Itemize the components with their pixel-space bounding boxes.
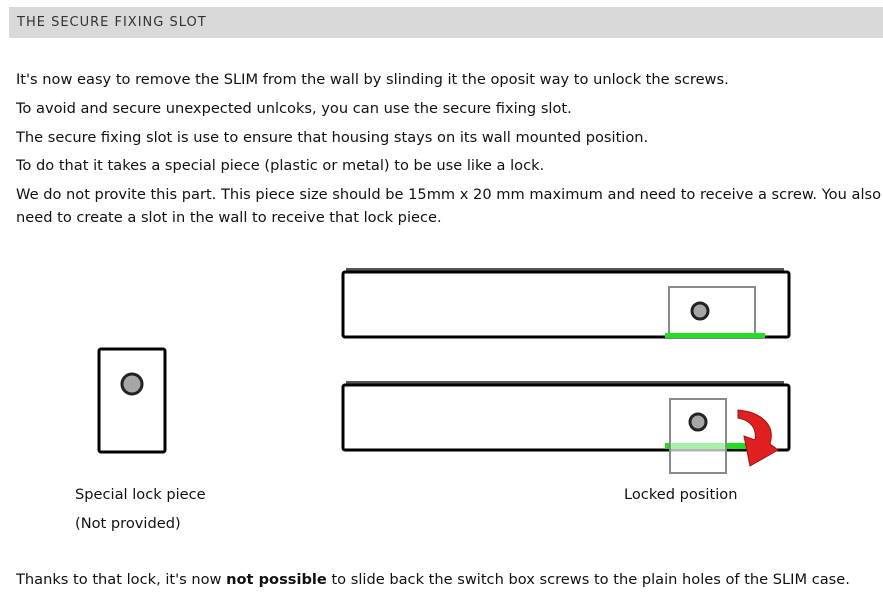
paragraph-purpose: The secure fixing slot is use to ensure that housing stays on its wall mounted position. (16, 129, 649, 146)
section-title: THE SECURE FIXING SLOT (17, 15, 207, 30)
screw-head-locked (690, 414, 706, 430)
locked-position-caption: Locked position (624, 486, 738, 503)
screw-head (692, 303, 708, 319)
housing-unlocked (343, 268, 789, 338)
lock-piece-outline (669, 287, 755, 334)
paragraph-lock-piece: To do that it takes a special piece (plastic or metal) to be use like a lock. (16, 157, 545, 174)
slot-green (665, 333, 765, 338)
housing-locked (343, 381, 789, 473)
lock-piece-caption: Special lock piece (75, 486, 206, 503)
footer-text-after: to slide back the switch box screws to the plain holes of the SLIM case. (326, 571, 850, 588)
paragraph-remove: It's now easy to remove the SLIM from the wall by slinding it the oposit way to unlock the screws. (16, 71, 729, 88)
footer-paragraph (16, 570, 850, 590)
slot-under-piece (672, 443, 724, 449)
footer-emphasis: not possible (226, 571, 327, 588)
lock-piece-screw (122, 374, 142, 394)
lock-piece-subcaption: (Not provided) (75, 515, 181, 532)
lock-piece-locked (670, 399, 726, 473)
paragraph-avoid: To avoid and secure unexpected unlcoks, you can use the secure fixing slot. (16, 100, 572, 117)
paragraph-size: We do not provite this part. This piece size should be 15mm x 20 mm maximum and need to receive a screw. You also need to create a slot in the wall to receive that lock piece. (16, 186, 882, 226)
lock-piece (99, 349, 165, 452)
footer-text-before: Thanks to that lock, it's now (16, 571, 227, 588)
